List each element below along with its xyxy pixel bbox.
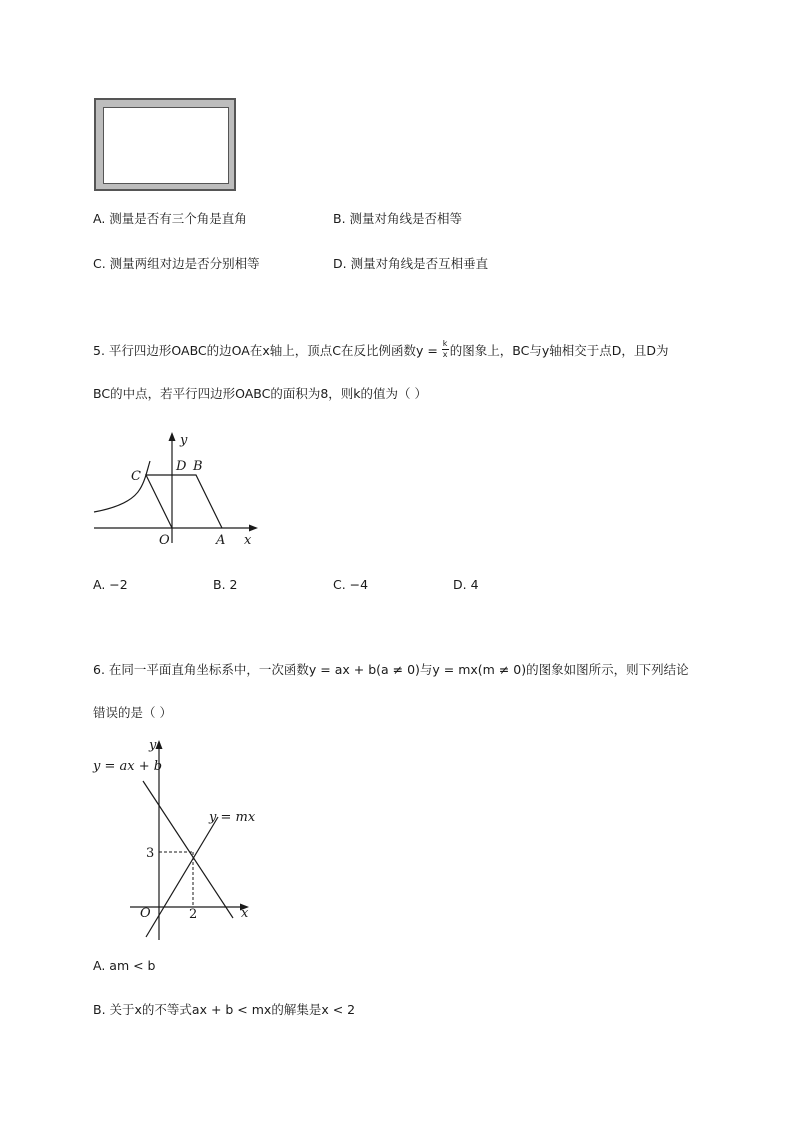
q5-option-b: B. 2 [213, 577, 238, 592]
q6-label-line2: y = mx [209, 810, 256, 825]
q6-tick-3: 3 [146, 846, 155, 861]
q6-line-mx [146, 817, 218, 937]
q5-frac-denominator: x [442, 350, 448, 359]
q5-option-c: C. −4 [333, 577, 369, 592]
q5-frac-numerator: k [442, 339, 448, 348]
q6-label-y: y [149, 738, 157, 753]
q5-label-a: A [216, 533, 226, 548]
q6-option-a: A. am < b [93, 958, 156, 973]
q5-hyperbola-curve [94, 461, 150, 512]
q5-label-x: x [244, 533, 252, 548]
q5-parallelogram [146, 475, 222, 528]
q5-fraction-k-over-x [442, 339, 450, 359]
q4-option-b: B. 测量对角线是否相等 [333, 211, 463, 226]
q6-stem-line1: 6. 在同一平面直角坐标系中，一次函数y = ax + b(a ≠ 0)与y = mx(m ≠ 0)的图象如图所示，则下列结论 [93, 662, 689, 677]
q5-option-d: D. 4 [453, 577, 479, 592]
q6-label-o: O [140, 906, 151, 921]
q5-y-arrow [169, 432, 176, 441]
q5-stem-line1 [93, 339, 669, 359]
frame-figure-inner [103, 107, 229, 184]
q5-stem-line2: BC的中点，若平行四边形OABC的面积为8，则k的值为（ ） [93, 386, 428, 401]
q6-y-arrow [156, 740, 163, 749]
q6-tick-2: 2 [189, 907, 198, 922]
q5-x-arrow [249, 525, 258, 532]
q6-label-line1: y = ax + b [93, 759, 163, 774]
q4-option-a: A. 测量是否有三个角是直角 [93, 211, 247, 226]
q6-label-x: x [241, 906, 249, 921]
q6-stem-line2: 错误的是（ ） [93, 705, 172, 720]
q5-label-d: D [176, 459, 187, 474]
q4-option-d: D. 测量对角线是否互相垂直 [333, 256, 489, 271]
q5-figure [88, 425, 268, 555]
q6-option-b: B. 关于x的不等式ax + b < mx的解集是x < 2 [93, 1002, 356, 1017]
q5-label-c: C [131, 469, 141, 484]
q5-label-o: O [159, 533, 170, 548]
q5-stem-part1: 5. 平行四边形OABC的边OA在x轴上，顶点C在反比例函数y = [93, 343, 442, 358]
q6-line-ax-plus-b [143, 781, 233, 918]
q5-label-y: y [180, 433, 188, 448]
q6-figure [88, 735, 268, 945]
q5-stem-part2: 的图象上，BC与y轴相交于点D，且D为 [449, 343, 669, 358]
q4-option-c: C. 测量两组对边是否分别相等 [93, 256, 260, 271]
q5-option-a: A. −2 [93, 577, 128, 592]
q5-label-b: B [193, 459, 203, 474]
